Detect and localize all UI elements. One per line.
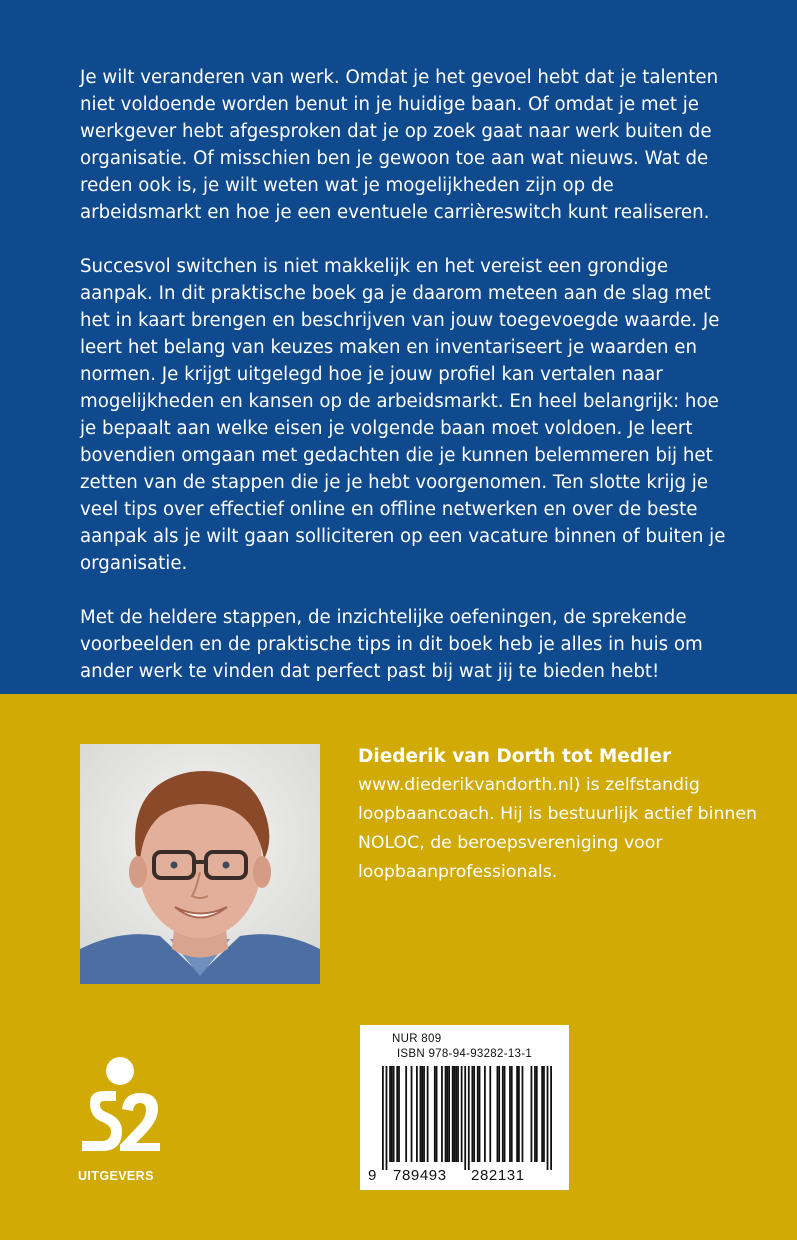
barcode-bar <box>441 1066 443 1162</box>
barcode-bar <box>454 1066 456 1162</box>
ean-digit-first: 9 <box>368 1167 377 1184</box>
isbn-number: ISBN 978-94-93282-13-1 <box>396 1048 533 1060</box>
barcode-bar <box>446 1066 448 1162</box>
barcode-bar <box>448 1066 450 1162</box>
blurb-paragraph: Je wilt veranderen van werk. Omdat je het gevoel hebt dat je talenten niet voldoende worden benut in je huidige baan. Of omdat je met je werkgever hebt afgesproken dat je op zoek gaat naar werk buiten de organisatie. Of misschien ben je gewoon toe aan wat nieuws. Wat de reden ook is, je wilt weten wat je mogelijkheden zijn op de arbeidsmarkt en hoe je een eventuele carrièreswitch kunt realiseren. <box>80 67 719 223</box>
author-bio <box>358 742 758 887</box>
author-bio-text: www.diederikvandorth.nl) is zelfstandig loopbaancoach. Hij is bestuurlijk actief binnen NOLOC, de beroepsvereniging voor loopbaanprofessionals. <box>358 775 757 882</box>
barcode-bar <box>541 1066 543 1162</box>
isbn-barcode <box>360 1025 569 1190</box>
barcode-bar <box>386 1066 388 1170</box>
barcode-bar <box>452 1066 454 1162</box>
ean-digits-right: 282131 <box>471 1167 525 1184</box>
back-cover-blurb <box>80 64 740 712</box>
barcode-bar <box>547 1066 549 1170</box>
barcode-bar <box>509 1066 511 1162</box>
blurb-paragraph: Succesvol switchen is niet makkelijk en het vereist een grondige aanpak. In dit praktische boek ga je daarom meteen aan de slag met het in kaart brengen en beschrijven van jouw toegevoegde waarde. Je leert het belang van keuzes maken en inventariseert je waarden en normen. Je krijgt uitgelegd hoe je jouw profiel kan vertalen naar mogelijkheden en kansen op de arbeidsmarkt. En heel belangrijk: hoe je bepaalt aan welke eisen je volgende baan moet voldoen. Je leert bovendien omgaan met gedachten die je kunnen belemmeren bij het zetten van de stappen die je je hebt voorgenomen. Ten slotte krijg je veel tips over effectief online en offline netwerken en over de beste aanpak als je wilt gaan solliciteren op een vacature binnen of buiten je organisatie. <box>80 256 726 574</box>
barcode-bar <box>477 1066 479 1162</box>
barcode-bar <box>436 1066 438 1162</box>
barcode-bar <box>511 1066 513 1162</box>
barcode-bar <box>464 1066 466 1170</box>
publisher-logo <box>78 1055 163 1190</box>
ean-digits-left: 789493 <box>393 1167 447 1184</box>
barcode-bar <box>498 1066 500 1162</box>
barcode-bar <box>416 1066 418 1162</box>
barcode-bar <box>434 1066 436 1162</box>
barcode-bar <box>396 1066 398 1162</box>
barcode-bar <box>445 1066 447 1162</box>
barcode-bar <box>536 1066 538 1162</box>
barcode-bar <box>479 1066 481 1162</box>
barcode-bar <box>502 1066 504 1162</box>
barcode-bar <box>461 1066 463 1162</box>
barcode-bar <box>389 1066 391 1162</box>
barcode-bar <box>471 1066 473 1162</box>
barcode-bar <box>473 1066 475 1162</box>
barcode-bar <box>504 1066 506 1162</box>
barcode-bar <box>427 1066 429 1162</box>
barcode-bar <box>550 1066 552 1170</box>
barcode-bar <box>421 1066 423 1162</box>
author-photo <box>80 744 320 984</box>
barcode-bars <box>382 1066 552 1170</box>
barcode-bar <box>455 1066 457 1162</box>
barcode-bar <box>543 1066 545 1162</box>
s2-logo-icon <box>78 1055 163 1165</box>
barcode-bar <box>393 1066 395 1162</box>
publisher-name: UITGEVERS <box>78 1169 154 1183</box>
barcode-bar <box>489 1066 491 1162</box>
author-portrait-illustration <box>80 744 320 984</box>
barcode-bar <box>423 1066 425 1162</box>
barcode-bar <box>382 1066 384 1170</box>
barcode-bar <box>531 1066 533 1162</box>
barcode-bar <box>391 1066 393 1162</box>
barcode-bar <box>516 1066 518 1162</box>
barcode-bar <box>534 1066 536 1162</box>
barcode-bar <box>411 1066 413 1162</box>
barcode-bar <box>484 1066 486 1162</box>
barcode-bar <box>457 1066 459 1162</box>
barcode-bar <box>420 1066 422 1162</box>
blurb-paragraph: Met de heldere stappen, de inzichtelijke oefeningen, de sprekende voorbeelden en de praktische tips in dit boek heb je alles in huis om ander werk te vinden dat perfect past bij wat jij te bieden hebt! <box>80 607 703 682</box>
nur-code: NUR 809 <box>392 1033 442 1045</box>
barcode-bar <box>468 1066 470 1170</box>
barcode-bar <box>405 1066 407 1162</box>
barcode-bar <box>518 1066 520 1162</box>
barcode-bar <box>398 1066 400 1162</box>
barcode-bar <box>497 1066 499 1162</box>
barcode-bar <box>522 1066 524 1162</box>
author-name: Diederik van Dorth tot Medler <box>358 746 672 767</box>
